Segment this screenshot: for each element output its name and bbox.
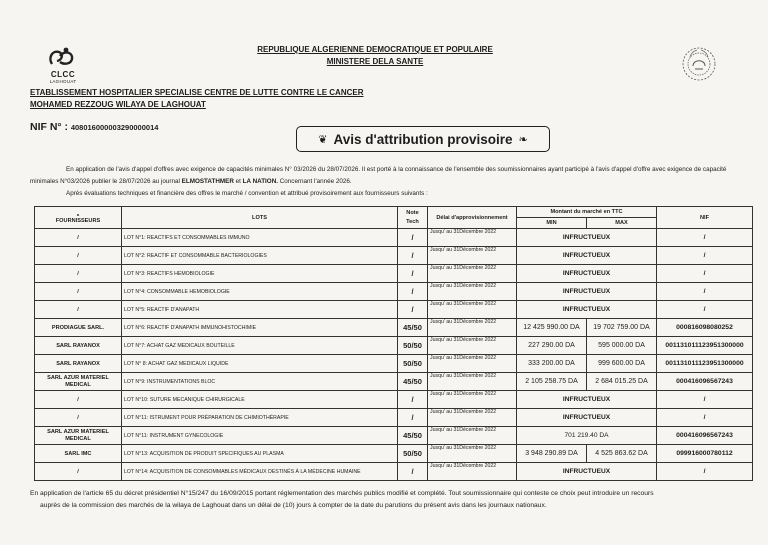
cell-nif: / xyxy=(657,463,753,481)
col-note: Note Tech xyxy=(398,207,428,229)
cell-delai: Jusqu' au 31Décembre 2022 xyxy=(428,409,517,427)
cell-max: 595 000.00 DA xyxy=(587,337,657,355)
table-row xyxy=(35,427,753,445)
cell-min: 333 200.00 DA xyxy=(517,355,587,373)
cell-note: 45/50 xyxy=(398,427,428,445)
ribbon-logo-icon xyxy=(46,46,76,70)
cell-delai: Jusqu' au 31Décembre 2022 xyxy=(428,445,517,463)
cell-lot: LOT N°11: ISTRUMENT POUR PRÉPARATION DE CHIMIOTHÉRAPIE xyxy=(122,409,398,427)
cell-fournisseur: / xyxy=(35,265,122,283)
document-title: Avis d'attribution provisoire xyxy=(333,131,513,147)
cell-fournisseur: / xyxy=(35,247,122,265)
cell-lot: LOT N° 8: ACHAT GAZ MEDICAUX LIQUIDE xyxy=(122,355,398,373)
table-row xyxy=(35,463,753,481)
cell-fournisseur: / xyxy=(35,301,122,319)
cell-note: 50/50 xyxy=(398,355,428,373)
cell-note: / xyxy=(398,283,428,301)
col-nif: NIF xyxy=(657,207,753,229)
footer-line-1: En application de l'article 65 du décret présidentiel N°15/247 du 16/09/2015 portant réglementation des marchés publics modifié et complété. Tout soumissionnaire qui conteste ce choix peut introduire un recours xyxy=(30,490,654,497)
cell-lot: LOT N°13: ACQUISITION DE PRODUIT SPECIFIQUES AU PLASMA xyxy=(122,445,398,463)
cell-nif: 000416096567243 xyxy=(657,373,753,391)
cell-infructueux: INFRUCTUEUX xyxy=(517,463,657,481)
cell-delai: Jusqu' au 31Décembre 2022 xyxy=(428,463,517,481)
table-row xyxy=(35,445,753,463)
cell-infructueux: INFRUCTUEUX xyxy=(517,229,657,247)
cell-min: 12 425 990.00 DA xyxy=(517,319,587,337)
cell-fournisseur: PRODIAGUE SARL. xyxy=(35,319,122,337)
table-row xyxy=(35,265,753,283)
ministry-line: MINISTERE DELA SANTE xyxy=(326,57,424,66)
footer-text xyxy=(30,488,758,512)
establishment-header xyxy=(30,87,450,110)
cell-fournisseur: / xyxy=(35,391,122,409)
cell-montant: 701 219.40 DA xyxy=(517,427,657,445)
cell-infructueux: INFRUCTUEUX xyxy=(517,283,657,301)
title-box xyxy=(296,126,550,152)
cell-min: 227 290.00 DA xyxy=(517,337,587,355)
cell-note: 50/50 xyxy=(398,337,428,355)
cell-max: 19 702 759.00 DA xyxy=(587,319,657,337)
cell-note: 45/50 xyxy=(398,373,428,391)
cell-nif: 000416096567243 xyxy=(657,427,753,445)
cell-note: / xyxy=(398,229,428,247)
cell-nif: / xyxy=(657,391,753,409)
logo-text: CLCC xyxy=(50,70,76,79)
cell-fournisseur: / xyxy=(35,409,122,427)
intro-text xyxy=(30,164,754,200)
cell-fournisseur: SARL AZUR MATERIEL MEDICAL xyxy=(35,373,122,391)
cell-max: 999 600.00 DA xyxy=(587,355,657,373)
cell-delai: Jusqu' au 31Décembre 2022 xyxy=(428,373,517,391)
cell-nif: / xyxy=(657,409,753,427)
col-fournisseur: a FOURNISSEURS xyxy=(35,207,122,229)
intro-line-2: minimales N°03/2026 publier le 28/07/2026 au journal ELMOSTATHMER et LA NATION. Concernant l'année 2026. xyxy=(30,178,352,185)
cell-infructueux: INFRUCTUEUX xyxy=(517,409,657,427)
table-row xyxy=(35,409,753,427)
journal-2: LA NATION. xyxy=(242,178,278,185)
cell-nif: 099916000780112 xyxy=(657,445,753,463)
col-montant: Montant du marché en TTC xyxy=(517,207,657,218)
city-line: MOHAMED REZZOUG WILAYA DE LAGHOUAT xyxy=(30,99,206,109)
cell-nif: / xyxy=(657,247,753,265)
attribution-table xyxy=(34,206,753,481)
cell-infructueux: INFRUCTUEUX xyxy=(517,265,657,283)
nif-line xyxy=(30,121,158,133)
cell-lot: LOT N°7: ACHAT GAZ MEDICAUX BOUTEILLE xyxy=(122,337,398,355)
table-row xyxy=(35,319,753,337)
ornament-right-icon: ❧ xyxy=(518,133,528,146)
intro-line-3: Après évaluations techniques et financière des offres le marché / convention et attribué provisoirement aux fournisseurs suivants : xyxy=(66,190,428,197)
table-row xyxy=(35,337,753,355)
cell-nif: 001131011123951300000 xyxy=(657,337,753,355)
cell-infructueux: INFRUCTUEUX xyxy=(517,301,657,319)
cell-lot: LOT N°14: ACQUISITION DE CONSOMMABLES MÉDICAUX DESTINÉS À LA MÉDECINE HUMAINE xyxy=(122,463,398,481)
cell-note: 45/50 xyxy=(398,319,428,337)
cell-delai: Jusqu' au 31Décembre 2022 xyxy=(428,355,517,373)
col-delai: Délai d'approvisionnement xyxy=(428,207,517,229)
nif-label: NIF N° : xyxy=(30,121,69,133)
cell-lot: LOT N°2: REACTIF ET CONSOMMABLE BACTERIOLOGIES xyxy=(122,247,398,265)
cell-delai: Jusqu' au 31Décembre 2022 xyxy=(428,391,517,409)
journal-1: ELMOSTATHMER xyxy=(181,178,234,185)
cell-min: 3 948 290.89 DA xyxy=(517,445,587,463)
cell-delai: Jusqu' au 31Décembre 2022 xyxy=(428,427,517,445)
cell-fournisseur: SARL AZUR MATERIEL MEDICAL xyxy=(35,427,122,445)
cell-max: 2 684 015.25 DA xyxy=(587,373,657,391)
cell-fournisseur: / xyxy=(35,463,122,481)
cell-note: / xyxy=(398,463,428,481)
cell-lot: LOT N°9: INSTRUMENTATIONS BLOC xyxy=(122,373,398,391)
table-row xyxy=(35,355,753,373)
cell-fournisseur: SARL RAYANOX xyxy=(35,337,122,355)
cell-lot: LOT N°4: CONSOMMABLE HEMOBIOLOGIE xyxy=(122,283,398,301)
cell-fournisseur: SARL IMC xyxy=(35,445,122,463)
cell-delai: Jusqu' au 31Décembre 2022 xyxy=(428,283,517,301)
cell-delai: Jusqu' au 31Décembre 2022 xyxy=(428,301,517,319)
cell-note: / xyxy=(398,409,428,427)
footer-line-2: auprès de la commission des marchés de la wilaya de Laghouat dans un délai de (10) jours à compter de la date du parutions du présent avis dans les journaux nationaux. xyxy=(40,502,547,509)
cell-nif: / xyxy=(657,265,753,283)
cell-lot: LOT N°1: REACTIFS ET CONSOMMABLES IMMUNO xyxy=(122,229,398,247)
table-row xyxy=(35,301,753,319)
col-max: MAX xyxy=(587,218,657,229)
table-row xyxy=(35,229,753,247)
cell-note: / xyxy=(398,247,428,265)
logo-subtext: LAGHOUAT xyxy=(49,79,77,84)
col-min: MIN xyxy=(517,218,587,229)
cell-min: 2 105 258.75 DA xyxy=(517,373,587,391)
cell-nif: / xyxy=(657,283,753,301)
state-header xyxy=(240,44,510,68)
cell-lot: LOT N°11: INSTRUMENT GYNECOLOGIE xyxy=(122,427,398,445)
cell-fournisseur: / xyxy=(35,229,122,247)
nif-value: 408016000003290000014 xyxy=(70,123,159,132)
cell-lot: LOT N°6: REACTIF D'ANAPATH IMMUNOHISTOCHIMIE xyxy=(122,319,398,337)
ornament-left-icon: ❦ xyxy=(318,133,328,146)
cell-nif: / xyxy=(657,301,753,319)
republic-line: REPUBLIQUE ALGERIENNE DEMOCRATIQUE ET POPULAIRE xyxy=(257,45,493,54)
establishment-line: ETABLISSEMENT HOSPITALIER SPECIALISE CENTRE DE LUTTE CONTRE LE CANCER xyxy=(30,88,364,97)
clcc-logo xyxy=(38,46,88,86)
cell-delai: Jusqu' au 31Décembre 2022 xyxy=(428,265,517,283)
cell-note: / xyxy=(398,265,428,283)
cell-infructueux: INFRUCTUEUX xyxy=(517,391,657,409)
cell-infructueux: INFRUCTUEUX xyxy=(517,247,657,265)
cell-delai: Jusqu' au 31Décembre 2022 xyxy=(428,247,517,265)
intro-line-1: En application de l'avis d'appel d'offres avec exigence de capacités minimales N° 03/2026 du 28/07/2026. Il est porté à la connaissance de l'ensemble des soumissionnaires ayant participé à l'avis d'appel d'offre avec exigence de capacité xyxy=(66,166,727,173)
cell-lot: LOT N°3: REACTIFS HEMOBIOLOGIE xyxy=(122,265,398,283)
cell-lot: LOT N°10: SUTURE MECANIQUE CHIRURGICALE xyxy=(122,391,398,409)
cell-nif: / xyxy=(657,229,753,247)
table-row xyxy=(35,373,753,391)
cell-delai: Jusqu' au 31Décembre 2022 xyxy=(428,337,517,355)
ministry-seal-icon xyxy=(676,45,722,83)
cell-lot: LOT N°5: REACTIF D'ANAPATH xyxy=(122,301,398,319)
cell-delai: Jusqu' au 31Décembre 2022 xyxy=(428,319,517,337)
cell-delai: Jusqu' au 31Décembre 2022 xyxy=(428,229,517,247)
cell-fournisseur: / xyxy=(35,283,122,301)
cell-nif: 000816098080252 xyxy=(657,319,753,337)
cell-note: 50/50 xyxy=(398,445,428,463)
table-row xyxy=(35,391,753,409)
cell-max: 4 525 863.62 DA xyxy=(587,445,657,463)
cell-nif: 001131011123951300000 xyxy=(657,355,753,373)
table-row xyxy=(35,247,753,265)
table-row xyxy=(35,283,753,301)
col-lots: LOTS xyxy=(122,207,398,229)
cell-note: / xyxy=(398,301,428,319)
cell-fournisseur: SARL RAYANOX xyxy=(35,355,122,373)
cell-note: / xyxy=(398,391,428,409)
